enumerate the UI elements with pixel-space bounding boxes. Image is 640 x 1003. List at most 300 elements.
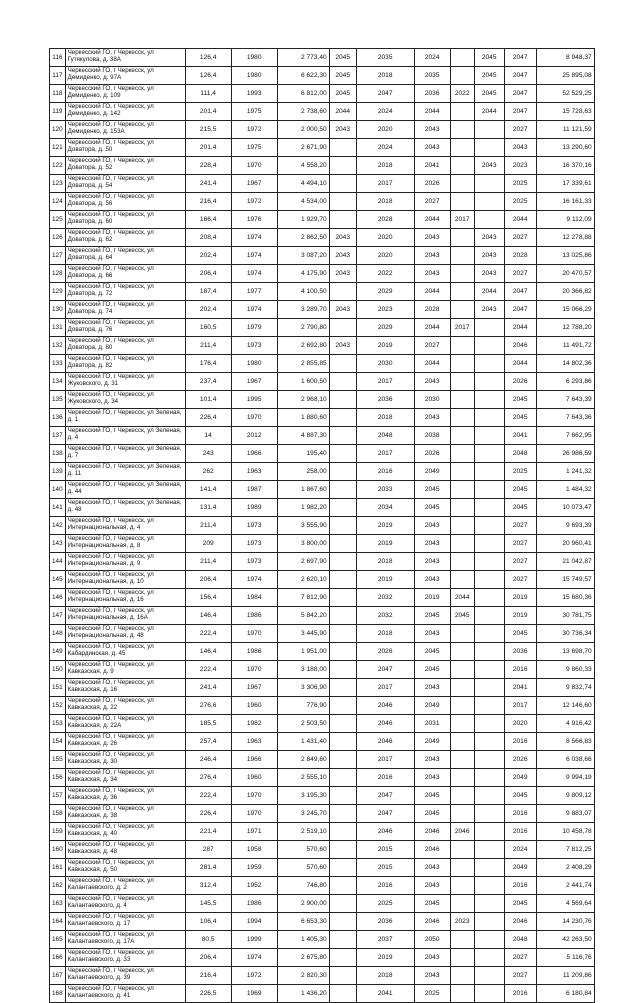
table-row (50, 733, 595, 751)
table-row (50, 877, 595, 895)
year-built-cell: 1986 (231, 895, 277, 913)
year-col-1 (329, 373, 356, 391)
address-cell: Черкесский ГО, г Черкесск, ул Калантаевского, д. 2 (65, 877, 185, 895)
cost-cell: 2 849,60 (277, 751, 329, 769)
row-number: 117 (50, 67, 66, 85)
total-cell: 14 230,76 (536, 913, 594, 931)
cost-cell: 570,60 (277, 841, 329, 859)
year-col-1 (329, 841, 356, 859)
row-number: 125 (50, 211, 66, 229)
year-col-6: 2046 (504, 337, 536, 355)
year-built-cell: 1960 (231, 697, 277, 715)
year-col-2: 2036 (356, 391, 414, 409)
year-col-4 (450, 283, 474, 301)
year-col-4 (450, 139, 474, 157)
year-col-1 (329, 553, 356, 571)
year-col-2: 2019 (356, 949, 414, 967)
table-row (50, 607, 595, 625)
year-col-6: 2045 (504, 409, 536, 427)
year-col-3: 2045 (414, 499, 450, 517)
cost-cell: 2 692,80 (277, 337, 329, 355)
address-cell: Черкесский ГО, г Черкесск, ул Доватора, д. 60 (65, 211, 185, 229)
row-number: 159 (50, 823, 66, 841)
total-cell: 1 484,32 (536, 481, 594, 499)
year-built-cell: 1963 (231, 463, 277, 481)
year-col-2: 2017 (356, 751, 414, 769)
cost-cell: 1 880,60 (277, 409, 329, 427)
row-number: 132 (50, 337, 66, 355)
year-col-3: 2043 (414, 121, 450, 139)
table-row (50, 265, 595, 283)
total-cell: 20 470,57 (536, 265, 594, 283)
row-number: 156 (50, 769, 66, 787)
year-col-2: 2018 (356, 157, 414, 175)
year-col-6: 2049 (504, 859, 536, 877)
year-col-4 (450, 715, 474, 733)
year-col-2: 2018 (356, 67, 414, 85)
year-col-3: 2045 (414, 805, 450, 823)
year-col-4: 2022 (450, 85, 474, 103)
year-col-2: 2032 (356, 589, 414, 607)
year-built-cell: 1994 (231, 913, 277, 931)
total-cell: 6 038,66 (536, 751, 594, 769)
table-row (50, 625, 595, 643)
year-col-2: 2018 (356, 193, 414, 211)
row-number: 129 (50, 283, 66, 301)
total-cell: 10 073,47 (536, 499, 594, 517)
area-cell: 146,4 (185, 643, 231, 661)
address-cell: Черкесский ГО, г Черкесск, ул Кавказская, д. 22А (65, 715, 185, 733)
year-col-3: 2045 (414, 661, 450, 679)
address-cell: Черкесский ГО, г Черкесск, ул Доватора, д. 52 (65, 157, 185, 175)
table-row (50, 409, 595, 427)
total-cell: 16 161,33 (536, 193, 594, 211)
cost-cell: 4 534,00 (277, 193, 329, 211)
year-col-3: 2024 (414, 49, 450, 67)
table-row (50, 823, 595, 841)
year-col-1 (329, 679, 356, 697)
year-col-6: 2045 (504, 499, 536, 517)
year-col-2: 2047 (356, 787, 414, 805)
year-col-5 (474, 643, 504, 661)
year-col-1 (329, 499, 356, 517)
year-col-2: 2017 (356, 373, 414, 391)
year-built-cell: 1987 (231, 481, 277, 499)
total-cell: 8 566,83 (536, 733, 594, 751)
year-col-3: 2028 (414, 301, 450, 319)
year-col-5: 2045 (474, 67, 504, 85)
total-cell: 7 643,36 (536, 409, 594, 427)
year-col-4 (450, 805, 474, 823)
year-col-1 (329, 805, 356, 823)
table-row (50, 193, 595, 211)
area-cell: 145,5 (185, 895, 231, 913)
address-cell: Черкесский ГО, г Черкесск, ул Кавказская, д. 38 (65, 805, 185, 823)
row-number: 121 (50, 139, 66, 157)
row-number: 136 (50, 409, 66, 427)
year-col-3: 2049 (414, 463, 450, 481)
address-cell: Черкесский ГО, г Черкесск, ул Зеленая, д. 4 (65, 427, 185, 445)
row-number: 118 (50, 85, 66, 103)
total-cell: 13 025,86 (536, 247, 594, 265)
year-col-2: 2033 (356, 481, 414, 499)
year-col-5 (474, 823, 504, 841)
address-cell: Черкесский ГО, г Черкесск, ул Интернациональная, д. 8 (65, 535, 185, 553)
total-cell: 20 960,41 (536, 535, 594, 553)
year-col-3: 2043 (414, 967, 450, 985)
cost-cell: 3 289,70 (277, 301, 329, 319)
total-cell: 11 209,86 (536, 967, 594, 985)
year-col-4 (450, 445, 474, 463)
area-cell: 202,4 (185, 247, 231, 265)
year-col-3: 2043 (414, 571, 450, 589)
address-cell: Черкесский ГО, г Черкесск, ул Доватора, д. 54 (65, 175, 185, 193)
year-col-6: 2023 (504, 157, 536, 175)
total-cell: 7 643,39 (536, 391, 594, 409)
cost-cell: 4 100,50 (277, 283, 329, 301)
address-cell: Черкесский ГО, г Черкесск, ул Кавказская, д. 16 (65, 679, 185, 697)
year-col-6: 2027 (504, 967, 536, 985)
year-col-5 (474, 733, 504, 751)
year-col-5 (474, 895, 504, 913)
year-col-1 (329, 625, 356, 643)
year-col-5: 2043 (474, 157, 504, 175)
address-cell: Черкесский ГО, г Черкесск, ул Калантаевского, д. 41 (65, 985, 185, 1003)
year-col-6: 2047 (504, 49, 536, 67)
year-col-3: 2044 (414, 283, 450, 301)
year-col-2: 2016 (356, 463, 414, 481)
table-row (50, 49, 595, 67)
address-cell: Черкесский ГО, г Черкесск, ул Калантаевского, д. 17А (65, 931, 185, 949)
cost-cell: 6 653,30 (277, 913, 329, 931)
year-col-6: 2045 (504, 481, 536, 499)
year-col-6: 2016 (504, 877, 536, 895)
year-col-4 (450, 571, 474, 589)
table-row (50, 589, 595, 607)
year-col-2: 2029 (356, 283, 414, 301)
cost-cell: 2 773,40 (277, 49, 329, 67)
address-cell: Черкесский ГО, г Черкесск, ул Кавказская, д. 40 (65, 823, 185, 841)
total-cell: 9 883,07 (536, 805, 594, 823)
year-col-1 (329, 697, 356, 715)
address-cell: Черкесский ГО, г Черкесск, ул Доватора, д. 66 (65, 265, 185, 283)
year-col-4 (450, 193, 474, 211)
year-col-3: 2035 (414, 67, 450, 85)
row-number: 148 (50, 625, 66, 643)
area-cell: 262 (185, 463, 231, 481)
year-built-cell: 1974 (231, 229, 277, 247)
year-col-1: 2045 (329, 85, 356, 103)
area-cell: 221,4 (185, 823, 231, 841)
address-cell: Черкесский ГО, г Черкесск, ул Кавказская, д. 50 (65, 859, 185, 877)
year-col-2: 2025 (356, 895, 414, 913)
area-cell: 226,4 (185, 805, 231, 823)
year-col-6: 2020 (504, 715, 536, 733)
table-row (50, 751, 595, 769)
area-cell: 222,4 (185, 625, 231, 643)
table-row (50, 481, 595, 499)
year-col-1 (329, 607, 356, 625)
year-col-1: 2044 (329, 103, 356, 121)
year-col-4 (450, 553, 474, 571)
year-col-5 (474, 949, 504, 967)
area-cell: 312,4 (185, 877, 231, 895)
address-cell: Черкесский ГО, г Черкесск, ул Зеленая, д. 7 (65, 445, 185, 463)
year-col-2: 2023 (356, 301, 414, 319)
year-col-3: 2045 (414, 787, 450, 805)
row-number: 146 (50, 589, 66, 607)
area-cell: 146,4 (185, 607, 231, 625)
cost-cell: 1 982,20 (277, 499, 329, 517)
year-col-4 (450, 895, 474, 913)
year-col-3: 2049 (414, 697, 450, 715)
year-col-3: 2043 (414, 409, 450, 427)
capital-repair-table (49, 48, 595, 1003)
total-cell: 6 293,86 (536, 373, 594, 391)
year-col-4 (450, 769, 474, 787)
cost-cell: 3 245,70 (277, 805, 329, 823)
area-cell: 126,4 (185, 67, 231, 85)
total-cell: 11 491,72 (536, 337, 594, 355)
year-col-3: 2043 (414, 679, 450, 697)
year-built-cell: 1986 (231, 607, 277, 625)
year-col-4 (450, 391, 474, 409)
table-body (50, 49, 595, 1003)
year-col-3: 2030 (414, 391, 450, 409)
table-row (50, 535, 595, 553)
year-col-4: 2046 (450, 823, 474, 841)
year-col-3: 2049 (414, 733, 450, 751)
total-cell: 13 698,70 (536, 643, 594, 661)
area-cell: 222,4 (185, 787, 231, 805)
year-col-4 (450, 373, 474, 391)
area-cell: 241,4 (185, 679, 231, 697)
year-col-1 (329, 175, 356, 193)
year-built-cell: 1967 (231, 679, 277, 697)
year-built-cell: 1973 (231, 337, 277, 355)
table-row (50, 931, 595, 949)
table-row (50, 787, 595, 805)
year-col-2: 2046 (356, 715, 414, 733)
table-row (50, 571, 595, 589)
year-built-cell: 1999 (231, 931, 277, 949)
year-built-cell: 1984 (231, 589, 277, 607)
year-col-6: 2027 (504, 229, 536, 247)
year-col-5 (474, 535, 504, 553)
year-col-5 (474, 193, 504, 211)
row-number: 130 (50, 301, 66, 319)
total-cell: 5 116,76 (536, 949, 594, 967)
year-col-2: 2036 (356, 913, 414, 931)
area-cell: 156,4 (185, 589, 231, 607)
area-cell: 106,4 (185, 913, 231, 931)
table-row (50, 769, 595, 787)
row-number: 142 (50, 517, 66, 535)
year-built-cell: 1974 (231, 265, 277, 283)
year-built-cell: 1971 (231, 823, 277, 841)
year-col-1: 2043 (329, 337, 356, 355)
address-cell: Черкесский ГО, г Черкесск, ул Интернациональная, д. 16А (65, 607, 185, 625)
year-col-5: 2045 (474, 49, 504, 67)
table-row (50, 967, 595, 985)
row-number: 160 (50, 841, 66, 859)
cost-cell: 4 175,90 (277, 265, 329, 283)
cost-cell: 776,90 (277, 697, 329, 715)
area-cell: 216,4 (185, 193, 231, 211)
address-cell: Черкесский ГО, г Черкесск, ул Зеленая, д. 11 (65, 463, 185, 481)
address-cell: Черкесский ГО, г Черкесск, ул Кавказская, д. 34 (65, 769, 185, 787)
year-built-cell: 1973 (231, 535, 277, 553)
cost-cell: 2 697,90 (277, 553, 329, 571)
area-cell: 206,4 (185, 265, 231, 283)
cost-cell: 195,40 (277, 445, 329, 463)
year-col-4 (450, 967, 474, 985)
year-col-3: 2050 (414, 931, 450, 949)
year-col-5 (474, 985, 504, 1003)
row-number: 127 (50, 247, 66, 265)
table-row (50, 175, 595, 193)
year-col-2: 2048 (356, 427, 414, 445)
year-built-cell: 1969 (231, 985, 277, 1003)
area-cell: 131,4 (185, 499, 231, 517)
year-col-4 (450, 931, 474, 949)
area-cell: 185,5 (185, 715, 231, 733)
row-number: 161 (50, 859, 66, 877)
year-built-cell: 1970 (231, 625, 277, 643)
year-built-cell: 1972 (231, 967, 277, 985)
year-col-3: 2046 (414, 913, 450, 931)
year-col-3: 2043 (414, 859, 450, 877)
year-col-5: 2043 (474, 301, 504, 319)
cost-cell: 2 862,50 (277, 229, 329, 247)
year-col-6: 2019 (504, 607, 536, 625)
year-col-2: 2041 (356, 985, 414, 1003)
total-cell: 25 895,08 (536, 67, 594, 85)
table-row (50, 895, 595, 913)
year-col-5 (474, 499, 504, 517)
area-cell: 176,4 (185, 355, 231, 373)
area-cell: 237,4 (185, 373, 231, 391)
year-col-3: 2027 (414, 193, 450, 211)
cost-cell: 1 405,30 (277, 931, 329, 949)
year-built-cell: 1970 (231, 661, 277, 679)
total-cell: 9 994,19 (536, 769, 594, 787)
row-number: 137 (50, 427, 66, 445)
year-col-3: 2043 (414, 751, 450, 769)
address-cell: Черкесский ГО, г Черкесск, ул Зеленая, д. 1 (65, 409, 185, 427)
year-col-2: 2019 (356, 337, 414, 355)
year-col-6: 2049 (504, 769, 536, 787)
cost-cell: 2 675,80 (277, 949, 329, 967)
year-col-1: 2043 (329, 247, 356, 265)
row-number: 134 (50, 373, 66, 391)
total-cell: 2 408,29 (536, 859, 594, 877)
address-cell: Черкесский ГО, г Черкесск, ул Демиденко, д. 109 (65, 85, 185, 103)
year-col-4 (450, 49, 474, 67)
year-col-4 (450, 787, 474, 805)
table-row (50, 247, 595, 265)
cost-cell: 4 558,20 (277, 157, 329, 175)
area-cell: 14 (185, 427, 231, 445)
row-number: 167 (50, 967, 66, 985)
year-col-1 (329, 319, 356, 337)
year-col-2: 2015 (356, 859, 414, 877)
year-col-5 (474, 697, 504, 715)
year-col-2: 2030 (356, 355, 414, 373)
year-col-3: 2026 (414, 175, 450, 193)
area-cell: 222,4 (185, 661, 231, 679)
year-col-2: 2019 (356, 535, 414, 553)
year-col-3: 2045 (414, 481, 450, 499)
address-cell: Черкесский ГО, г Черкесск, ул Кавказская, д. 22 (65, 697, 185, 715)
address-cell: Черкесский ГО, г Черкесск, ул Калантаевского, д. 17 (65, 913, 185, 931)
total-cell: 16 370,16 (536, 157, 594, 175)
year-col-3: 2043 (414, 247, 450, 265)
year-col-3: 2036 (414, 85, 450, 103)
row-number: 151 (50, 679, 66, 697)
address-cell: Черкесский ГО, г Черкесск, ул Кавказская, д. 26 (65, 733, 185, 751)
year-col-2: 2028 (356, 211, 414, 229)
address-cell: Черкесский ГО, г Черкесск, ул Калантаевского, д. 4 (65, 895, 185, 913)
year-col-4 (450, 625, 474, 643)
total-cell: 9 809,12 (536, 787, 594, 805)
year-col-5 (474, 373, 504, 391)
year-col-5 (474, 571, 504, 589)
total-cell: 10 458,78 (536, 823, 594, 841)
year-col-6: 2045 (504, 391, 536, 409)
row-number: 141 (50, 499, 66, 517)
year-col-5 (474, 607, 504, 625)
year-col-1 (329, 985, 356, 1003)
address-cell: Черкесский ГО, г Черкесск, ул Интернациональная, д. 9 (65, 553, 185, 571)
year-built-cell: 1963 (231, 733, 277, 751)
cost-cell: 2 738,60 (277, 103, 329, 121)
total-cell: 2 441,74 (536, 877, 594, 895)
address-cell: Черкесский ГО, г Черкесск, ул Демиденко, д. 97А (65, 67, 185, 85)
year-col-4 (450, 265, 474, 283)
row-number: 150 (50, 661, 66, 679)
year-col-4 (450, 463, 474, 481)
year-col-6: 2016 (504, 823, 536, 841)
cost-cell: 2 790,80 (277, 319, 329, 337)
total-cell: 14 802,36 (536, 355, 594, 373)
cost-cell: 746,80 (277, 877, 329, 895)
total-cell: 9 860,33 (536, 661, 594, 679)
year-built-cell: 1952 (231, 877, 277, 895)
total-cell: 42 263,50 (536, 931, 594, 949)
year-col-4 (450, 877, 474, 895)
address-cell: Черкесский ГО, г Черкесск, ул Доватора, д. 62 (65, 229, 185, 247)
row-number: 122 (50, 157, 66, 175)
year-col-5 (474, 967, 504, 985)
table-row (50, 103, 595, 121)
table-row (50, 643, 595, 661)
cost-cell: 3 188,00 (277, 661, 329, 679)
year-col-2: 2015 (356, 841, 414, 859)
year-col-4 (450, 949, 474, 967)
area-cell: 226,5 (185, 985, 231, 1003)
table-row (50, 283, 595, 301)
year-col-2: 2020 (356, 247, 414, 265)
area-cell: 276,4 (185, 769, 231, 787)
area-cell: 209 (185, 535, 231, 553)
area-cell: 126,4 (185, 49, 231, 67)
year-col-6: 2047 (504, 67, 536, 85)
total-cell: 8 948,37 (536, 49, 594, 67)
cost-cell: 4 494,10 (277, 175, 329, 193)
year-col-1 (329, 427, 356, 445)
year-col-6: 2027 (504, 265, 536, 283)
